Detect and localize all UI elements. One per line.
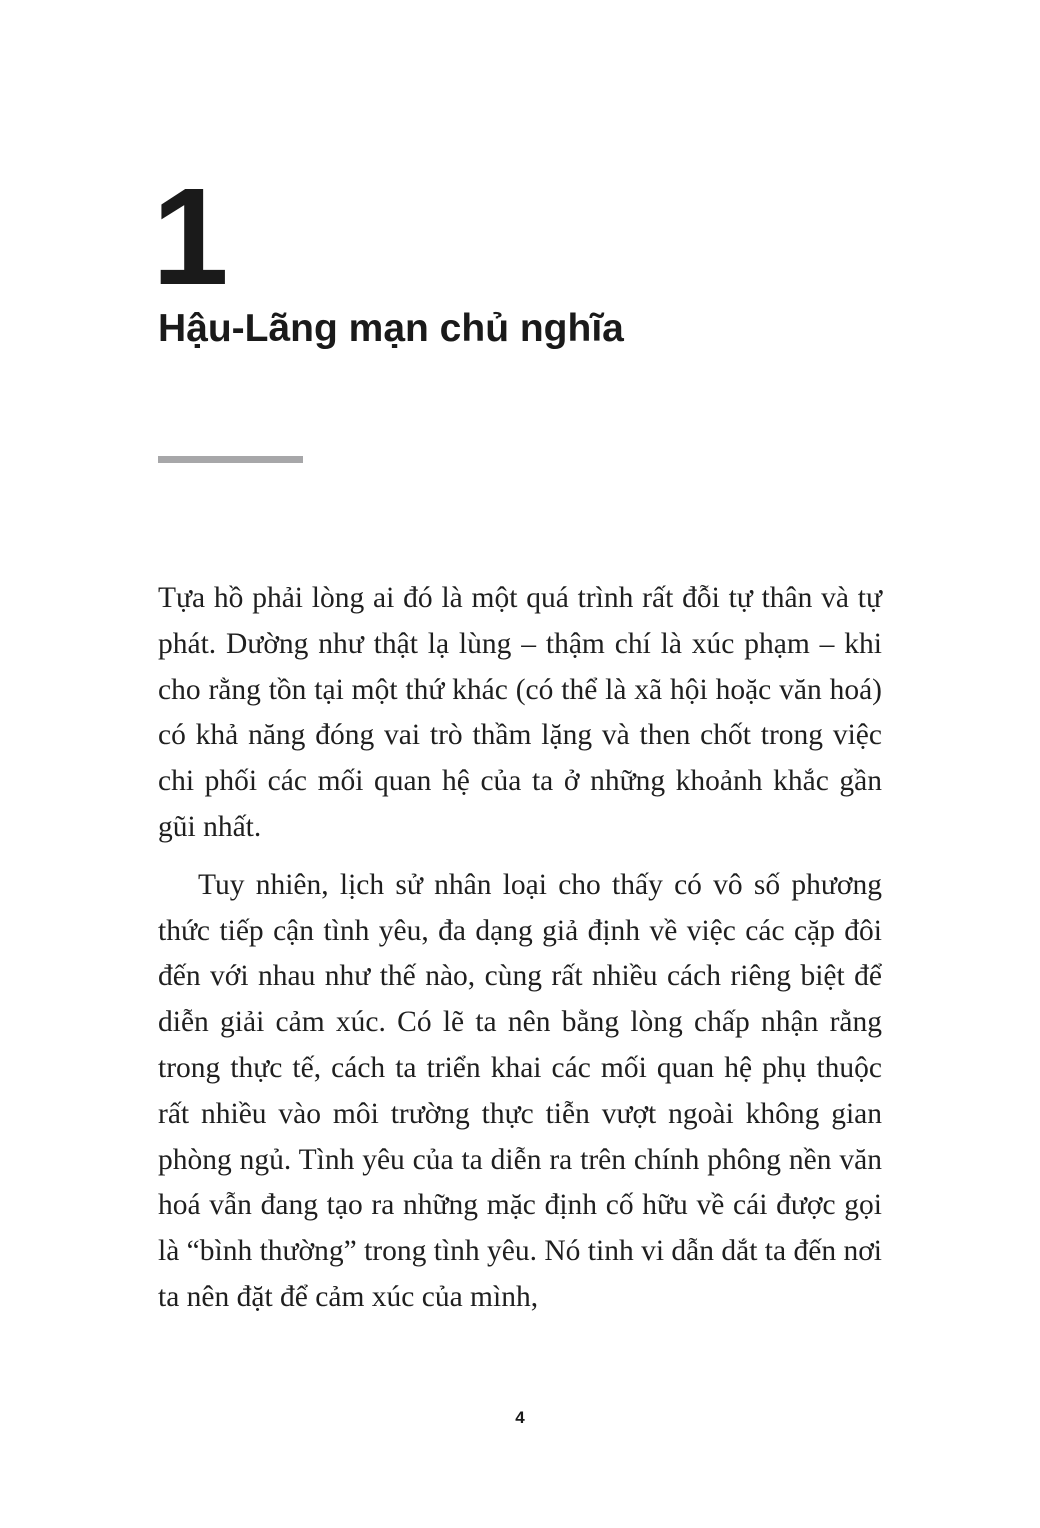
chapter-number: 1 bbox=[152, 160, 225, 314]
body-text bbox=[158, 576, 882, 1321]
chapter-title: Hậu-Lãng mạn chủ nghĩa bbox=[158, 307, 624, 350]
paragraph: Tuy nhiên, lịch sử nhân loại cho thấy có vô số phương thức tiếp cận tình yêu, đa dạng giả định về việc các cặp đôi đến với nhau như thế nào, cùng rất nhiều cách riêng biệt để diễn giải cảm xúc. Có lẽ ta nên bằng lòng chấp nhận rằng trong thực tế, cách ta triển khai các mối quan hệ phụ thuộc rất nhiều vào môi trường thực tiễn vượt ngoài không gian phòng ngủ. Tình yêu của ta diễn ra trên chính phông nền văn hoá vẫn đang tạo ra những mặc định cố hữu về cái được gọi là “bình thường” trong tình yêu. Nó tinh vi dẫn dắt ta đến nơi ta nên đặt để cảm xúc của mình, bbox=[158, 868, 882, 1313]
title-divider bbox=[158, 456, 303, 463]
paragraph: Tựa hồ phải lòng ai đó là một quá trình rất đỗi tự thân và tự phát. Dường như thật lạ lùng – thậm chí là xúc phạm – khi cho rằng tồn tại một thứ khác (có thể là xã hội hoặc văn hoá) có khả năng đóng vai trò thầm lặng và then chốt trong việc chi phối các mối quan hệ của ta ở những khoảnh khắc gần gũi nhất. bbox=[158, 582, 882, 843]
page-number: 4 bbox=[515, 1408, 525, 1427]
